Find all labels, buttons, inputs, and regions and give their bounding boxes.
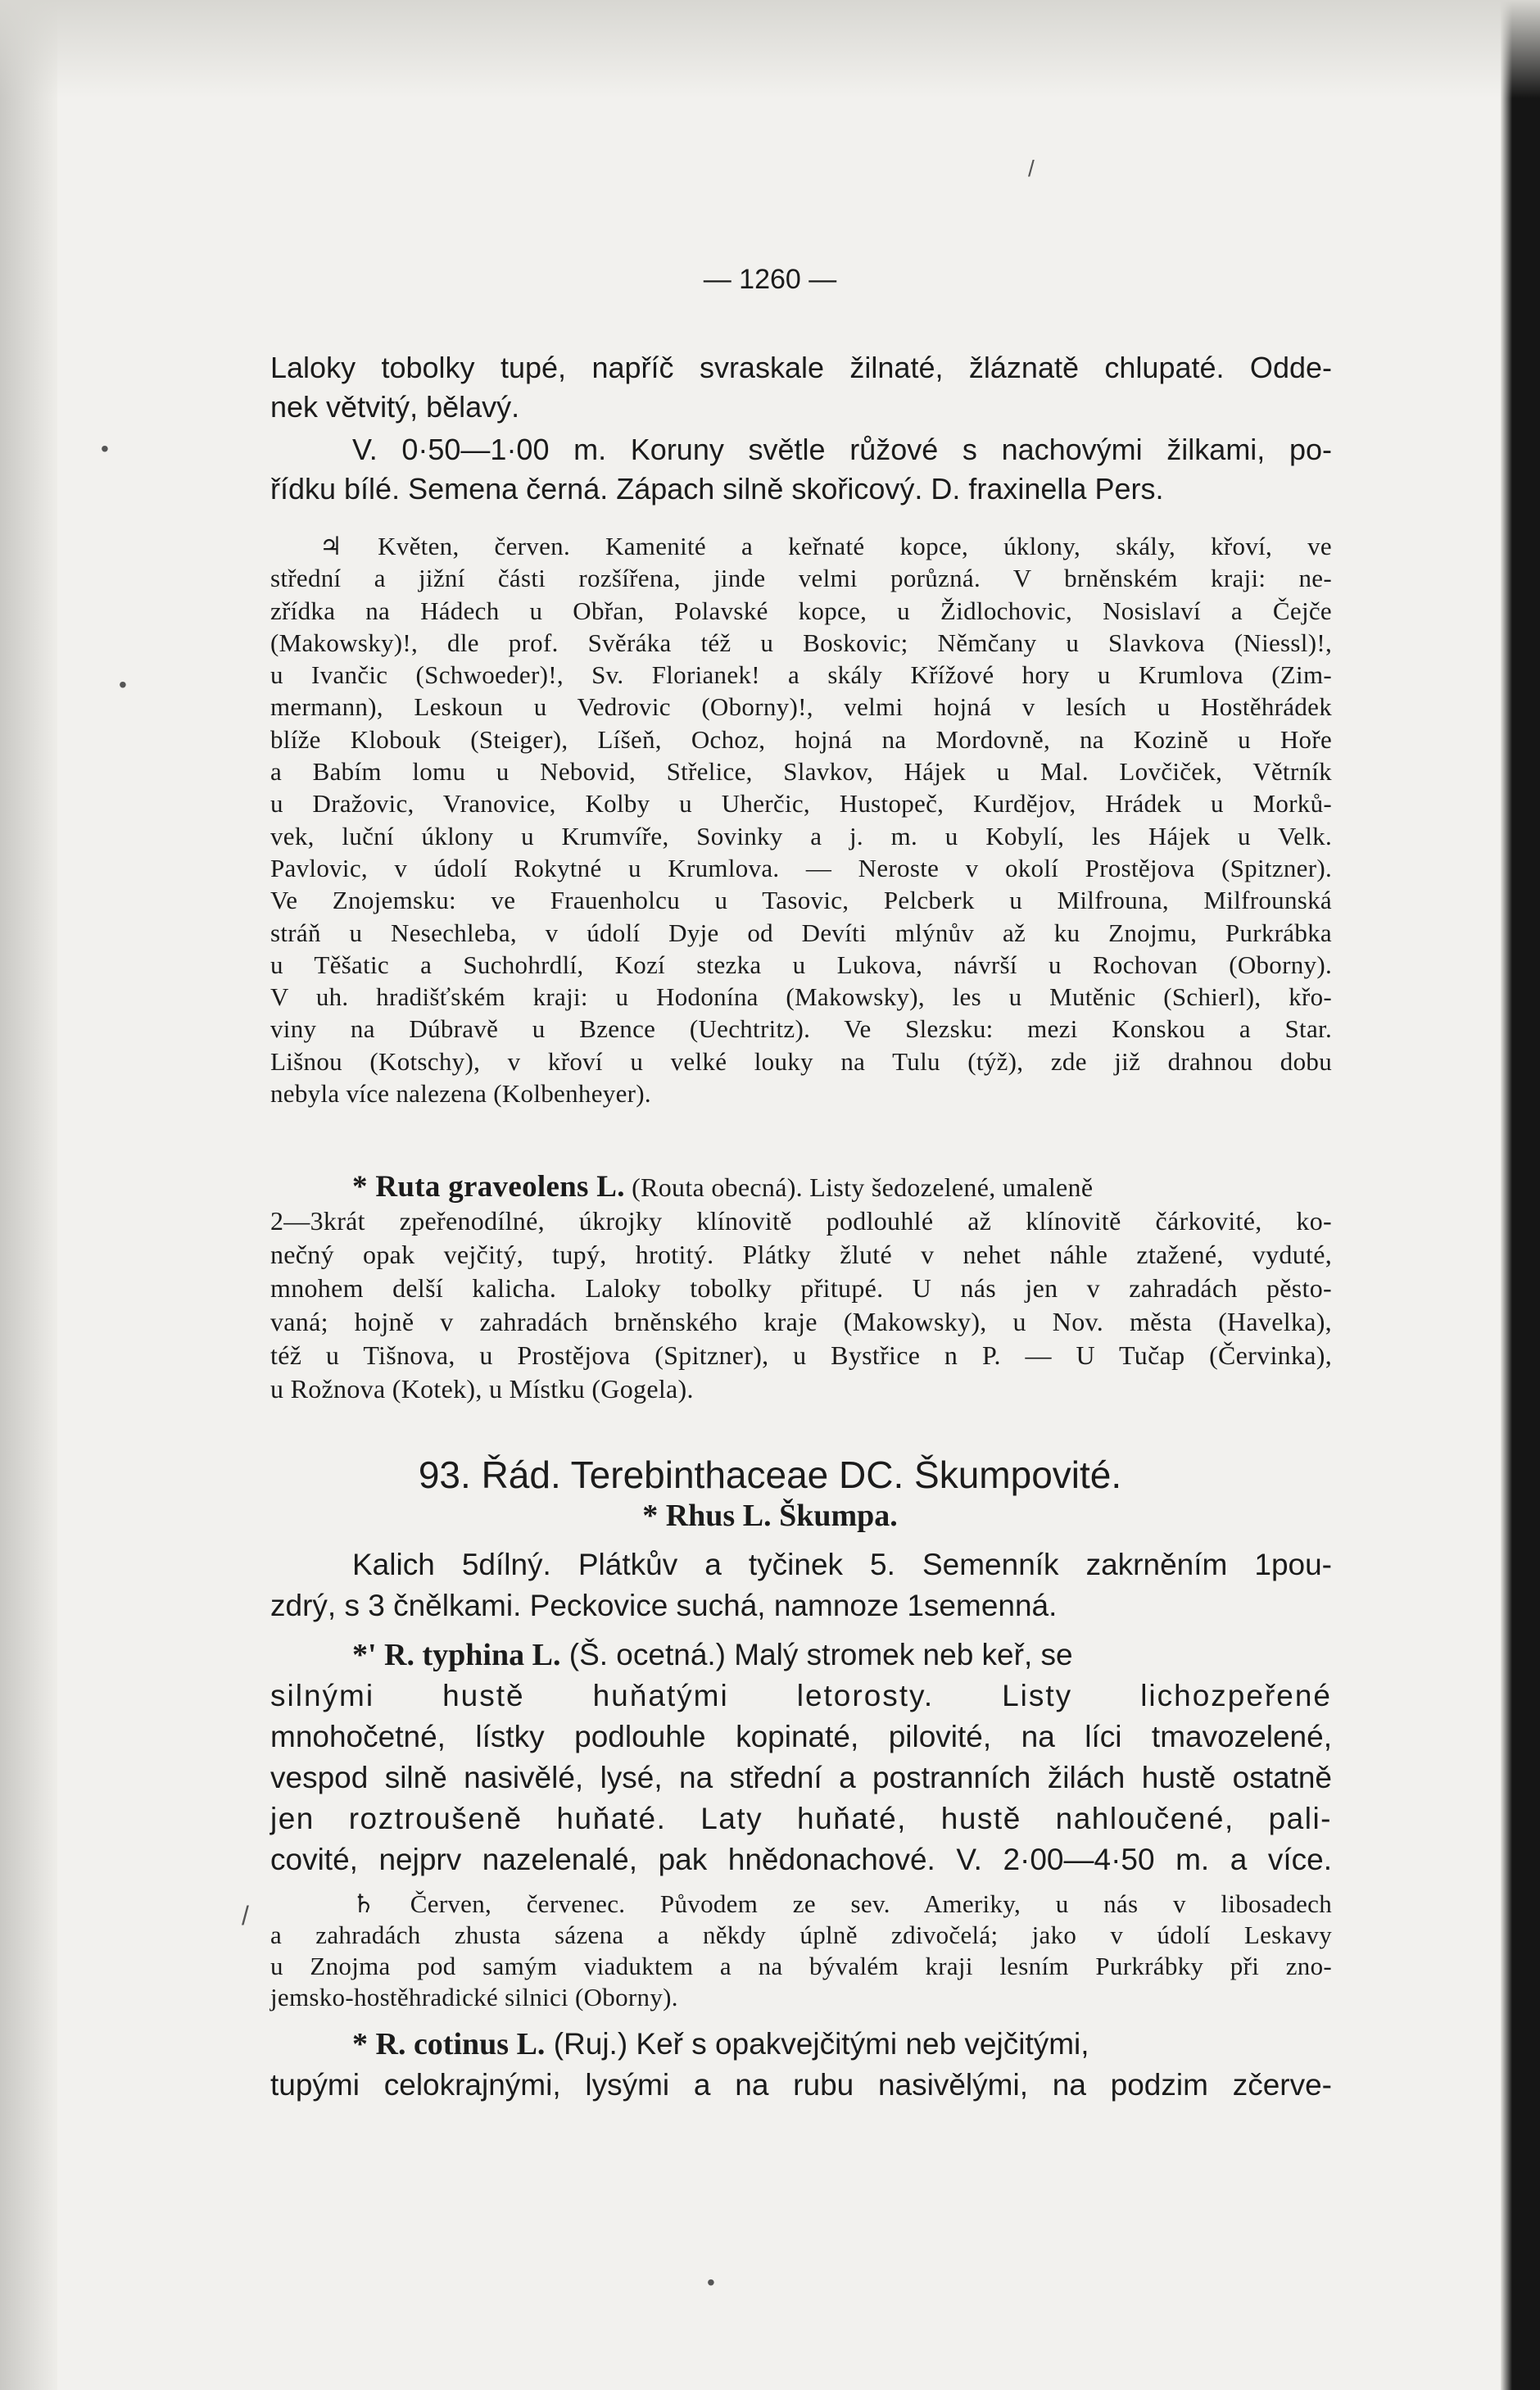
text-line: (Routa obecná). Listy šedozelené, umaleně: [624, 1172, 1094, 1202]
text-line: Ve Znojemsku: ve Frauenholcu u Tasovic, Pelcberk u Milfrouna, Milfrounská: [270, 886, 1332, 915]
text-line: zřídka na Hádech u Obřan, Polavské kopce, u Židlochovic, Nosislaví a Čejče: [270, 596, 1332, 625]
paragraph-leaf-description: [270, 348, 1332, 427]
text-line: silnými hustě huňatými letorosty. Listy lichozpeřené: [270, 1679, 1332, 1712]
text-line: (Š. ocetná.) Malý stromek neb keř, se: [560, 1638, 1073, 1671]
species-name: * Ruta graveolens L.: [352, 1170, 625, 1204]
paragraph-genus-description: [270, 1544, 1332, 1626]
text-line: Lišnou (Kotschy), v křoví u velké louky na Tulu (týž), zde již drahnou dobu: [270, 1046, 1332, 1076]
text-line: a Babím lomu u Nebovid, Střelice, Slavkov, Hájek u Mal. Lovčiček, Větrník: [270, 757, 1332, 787]
text-line: 2—3krát zpeřenodílné, úkrojky klínovitě podlouhlé až klínovitě čárkovité, ko-: [270, 1206, 1332, 1236]
text-line: nek větvitý, bělavý.: [270, 390, 520, 424]
text-line: nebyla více nalezena (Kolbenheyer).: [270, 1079, 651, 1109]
scan-speck: /: [242, 1901, 249, 1930]
scan-speck: /: [1028, 156, 1035, 181]
paragraph-habit: [270, 430, 1332, 509]
text-line: u Těšatic a Suchohrdlí, Kozí stezka u Lukova, návrší u Rochovan (Oborny).: [270, 950, 1332, 979]
text-line: vek, luční úklony u Krumvíře, Sovinky a j. m. u Kobylí, les Hájek u Velk.: [270, 821, 1332, 850]
text-line: blíže Klobouk (Steiger), Líšeň, Ochoz, hojná na Mordovně, na Kozině u Hoře: [270, 724, 1332, 754]
text-line: střední a jižní části rozšířena, jinde velmi porůzná. V brněnském kraji: ne-: [270, 564, 1332, 593]
text-line: V uh. hradišťském kraji: u Hodonína (Makowsky), les u Mutěnic (Schierl), křo-: [270, 982, 1332, 1012]
page-edge-shadow-right: [1501, 0, 1540, 2390]
text-line: jen roztroušeně huňaté. Laty huňaté, hustě nahloučené, pali-: [270, 1802, 1332, 1835]
scan-speck: •: [707, 2270, 715, 2295]
text-line: (Makowsky)!, dle prof. Svěráka též u Boskovic; Němčany u Slavkova (Niessl)!,: [270, 628, 1332, 657]
page-number: — 1260 —: [703, 264, 837, 295]
scan-speck: •: [119, 672, 127, 697]
text-line: stráň u Nesechleba, v údolí Dyje od Devíti mlýnův až ku Znojmu, Purkrábka: [270, 918, 1332, 947]
genus-heading: * Rhus L. Škumpa.: [642, 1499, 898, 1533]
species-name: *' R. typhina L.: [352, 1638, 561, 1672]
text-line: a zahradách zhusta sázena a někdy úplně zdivočelá; jako v údolí Leskavy: [270, 1921, 1332, 1949]
text-line: Kalich 5dílný. Plátkův a tyčinek 5. Semenník zakrněním 1pou-: [352, 1548, 1332, 1581]
text-line: zdrý, s 3 čnělkami. Peckovice suchá, namnoze 1semenná.: [270, 1589, 1058, 1622]
scan-speck: •: [101, 436, 109, 461]
text-line: u Rožnova (Kotek), u Místku (Gogela).: [270, 1374, 694, 1404]
text-line: mnohem delší kalicha. Laloky tobolky přitupé. U nás jen v zahradách pěsto-: [270, 1273, 1332, 1303]
text-line: u Ivančic (Schwoeder)!, Sv. Florianek! a skály Křížové hory u Krumlova (Zim-: [270, 660, 1332, 690]
text-line: řídku bílé. Semena černá. Zápach silně skořicový. D. fraxinella Pers.: [270, 472, 1164, 506]
text-line: též u Tišnova, u Prostějova (Spitzner), u Bystřice n P. — U Tučap (Červinka),: [270, 1340, 1332, 1370]
text-line: Pavlovic, v údolí Rokytné u Krumlova. — Neroste v okolí Prostějova (Spitzner).: [270, 853, 1332, 882]
text-line: covité, nejprv nazelenalé, pak hnědonachové. V. 2·00—4·50 m. a více.: [270, 1843, 1332, 1876]
paragraph-typhina-distribution: [270, 1889, 1332, 2013]
text-line: tupými celokrajnými, lysými a na rubu nasivělými, na podzim zčerve-: [270, 2068, 1332, 2102]
text-line: Laloky tobolky tupé, napříč svraskale žilnaté, žláznatě chlupaté. Odde-: [270, 351, 1332, 384]
page-edge-shadow-top: [0, 0, 1540, 98]
text-line: ♄ Červen, červenec. Původem ze sev. Ameriky, u nás v libosadech: [352, 1889, 1332, 1918]
text-line: vespod silně nasivělé, lysé, na střední a postranních žilách hustě ostatně: [270, 1761, 1332, 1794]
species-rhus-typhina: [270, 1635, 1332, 1880]
species-name: * R. cotinus L.: [352, 2027, 546, 2061]
text-line: V. 0·50—1·00 m. Koruny světle růžové s nachovými žilkami, po-: [352, 433, 1332, 466]
paragraph-distribution: [270, 530, 1332, 1109]
species-rhus-cotinus: [270, 2024, 1332, 2106]
text-line: mermann), Leskoun u Vedrovic (Oborny)!, velmi hojná v lesích u Hostěhrádek: [270, 692, 1332, 722]
text-line: ♃ Květen, červen. Kamenité a keřnaté kopce, úklony, skály, křoví, ve: [319, 532, 1332, 560]
text-line: jemsko-hostěhradické silnici (Oborny).: [270, 1983, 678, 2011]
text-line: viny na Dúbravě u Bzence (Uechtritz). Ve Slezsku: mezi Konskou a Star.: [270, 1014, 1332, 1044]
text-line: u Dražovic, Vranovice, Kolby u Uherčic, Hustopeč, Kurdějov, Hrádek u Morků-: [270, 789, 1332, 819]
text-line: vaná; hojně v zahradách brněnského kraje (Makowsky), u Nov. města (Havelka),: [270, 1307, 1332, 1336]
text-line: nečný opak vejčitý, tupý, hrotitý. Plátky žluté v nehet náhle ztažené, vyduté,: [270, 1240, 1332, 1269]
page-edge-shadow-left: [0, 0, 57, 2390]
order-heading: 93. Řád. Terebinthaceae DC. Škumpovité.: [418, 1454, 1122, 1496]
text-line: u Znojma pod samým viaduktem a na bývalém kraji lesním Purkrábky při zno-: [270, 1952, 1332, 1980]
species-ruta-graveolens: [270, 1170, 1332, 1406]
text-line: mnohočetné, lístky podlouhle kopinaté, pilovité, na líci tmavozelené,: [270, 1720, 1332, 1753]
text-line: (Ruj.) Keř s opakvejčitými neb vejčitými,: [545, 2027, 1089, 2061]
